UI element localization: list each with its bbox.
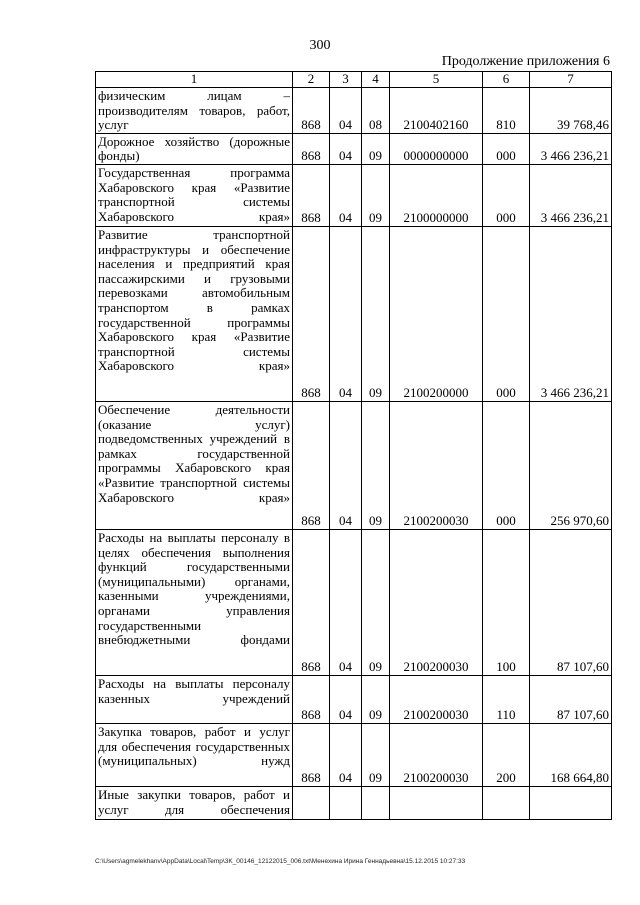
cell-amount: 3 466 236,21 — [530, 164, 612, 226]
cell-expense-type: 000 — [483, 133, 530, 164]
table-row — [96, 786, 612, 819]
table-row — [96, 133, 612, 164]
cell-subsection — [362, 786, 390, 819]
row-name: Иные закупки товаров, работ и услуг для обеспечения — [96, 786, 293, 819]
table-header-row — [96, 72, 612, 88]
cell-ministry-code: 868 — [293, 226, 330, 401]
header-cell: 6 — [483, 72, 530, 88]
cell-subsection: 09 — [362, 529, 390, 675]
cell-ministry-code: 868 — [293, 529, 330, 675]
table-row — [96, 164, 612, 226]
cell-subsection: 09 — [362, 164, 390, 226]
cell-amount — [530, 786, 612, 819]
cell-section — [330, 786, 362, 819]
row-name: физическим лицам – производителям товаров, работ, услуг — [96, 88, 293, 134]
row-name: Расходы на выплаты персоналу в целях обеспечения выполнения функций государственными (муниципальными) органами, казенными учреждениями, органами управления государственными внебюджетными фондами — [96, 529, 293, 675]
cell-expense-type: 810 — [483, 88, 530, 134]
header-cell: 7 — [530, 72, 612, 88]
cell-subsection: 09 — [362, 675, 390, 723]
cell-target-article — [390, 786, 483, 819]
cell-expense-type: 100 — [483, 529, 530, 675]
cell-section: 04 — [330, 675, 362, 723]
cell-target-article: 2100200030 — [390, 401, 483, 529]
cell-section: 04 — [330, 88, 362, 134]
cell-amount: 39 768,46 — [530, 88, 612, 134]
cell-expense-type — [483, 786, 530, 819]
row-name: Расходы на выплаты персоналу казенных учреждений — [96, 675, 293, 723]
table-row — [96, 88, 612, 134]
cell-target-article: 2100402160 — [390, 88, 483, 134]
cell-section: 04 — [330, 133, 362, 164]
cell-section: 04 — [330, 164, 362, 226]
cell-ministry-code: 868 — [293, 88, 330, 134]
cell-ministry-code: 868 — [293, 675, 330, 723]
cell-amount: 3 466 236,21 — [530, 226, 612, 401]
row-name: Государственная программа Хабаровского края «Развитие транспортной системы Хабаровского края» — [96, 164, 293, 226]
header-cell: 2 — [293, 72, 330, 88]
row-name: Развитие транспортной инфраструктуры и обеспечение населения и предприятий края пассажирскими и грузовыми перевозками автомобильным транспортом в рамках государственной программы Хабаровского края «Развитие транспортной системы Хабаровского края» — [96, 226, 293, 401]
row-name: Обеспечение деятельности (оказание услуг) подведомственных учреждений в рамках государственной программы Хабаровского края «Развитие транспортной системы Хабаровского края» — [96, 401, 293, 529]
header-cell: 3 — [330, 72, 362, 88]
header-cell: 4 — [362, 72, 390, 88]
row-name: Закупка товаров, работ и услуг для обеспечения государственных (муниципальных) нужд — [96, 723, 293, 786]
cell-section: 04 — [330, 723, 362, 786]
header-cell: 5 — [390, 72, 483, 88]
cell-target-article: 2100200030 — [390, 675, 483, 723]
table-row — [96, 675, 612, 723]
cell-amount: 87 107,60 — [530, 675, 612, 723]
cell-ministry-code: 868 — [293, 133, 330, 164]
table-row — [96, 529, 612, 675]
cell-subsection: 08 — [362, 88, 390, 134]
cell-amount: 87 107,60 — [530, 529, 612, 675]
continuation-label: Продолжение приложения 6 — [441, 54, 610, 69]
cell-target-article: 2100200030 — [390, 529, 483, 675]
table-row — [96, 723, 612, 786]
cell-target-article: 0000000000 — [390, 133, 483, 164]
cell-subsection: 09 — [362, 133, 390, 164]
table-row — [96, 226, 612, 401]
page-number: 300 — [309, 38, 331, 53]
cell-expense-type: 200 — [483, 723, 530, 786]
cell-target-article: 2100200000 — [390, 226, 483, 401]
cell-section: 04 — [330, 226, 362, 401]
cell-expense-type: 000 — [483, 226, 530, 401]
cell-section: 04 — [330, 529, 362, 675]
cell-target-article: 2100200030 — [390, 723, 483, 786]
cell-expense-type: 000 — [483, 401, 530, 529]
budget-table — [95, 71, 612, 820]
cell-amount: 256 970,60 — [530, 401, 612, 529]
cell-target-article: 2100000000 — [390, 164, 483, 226]
cell-ministry-code: 868 — [293, 723, 330, 786]
cell-subsection: 09 — [362, 226, 390, 401]
cell-ministry-code: 868 — [293, 164, 330, 226]
table-row — [96, 401, 612, 529]
cell-subsection: 09 — [362, 401, 390, 529]
cell-subsection: 09 — [362, 723, 390, 786]
header-cell: 1 — [96, 72, 293, 88]
file-path-footer: C:\Users\agmelekhanv\AppData\Local\Temp\3K_00146_12122015_006.txt\Менехина Ирина Геннадьевна\15.12.2015 10:27:33 — [95, 858, 466, 865]
cell-expense-type: 000 — [483, 164, 530, 226]
cell-amount: 168 664,80 — [530, 723, 612, 786]
row-name: Дорожное хозяйство (дорожные фонды) — [96, 133, 293, 164]
cell-ministry-code: 868 — [293, 401, 330, 529]
cell-ministry-code — [293, 786, 330, 819]
cell-expense-type: 110 — [483, 675, 530, 723]
cell-amount: 3 466 236,21 — [530, 133, 612, 164]
cell-section: 04 — [330, 401, 362, 529]
